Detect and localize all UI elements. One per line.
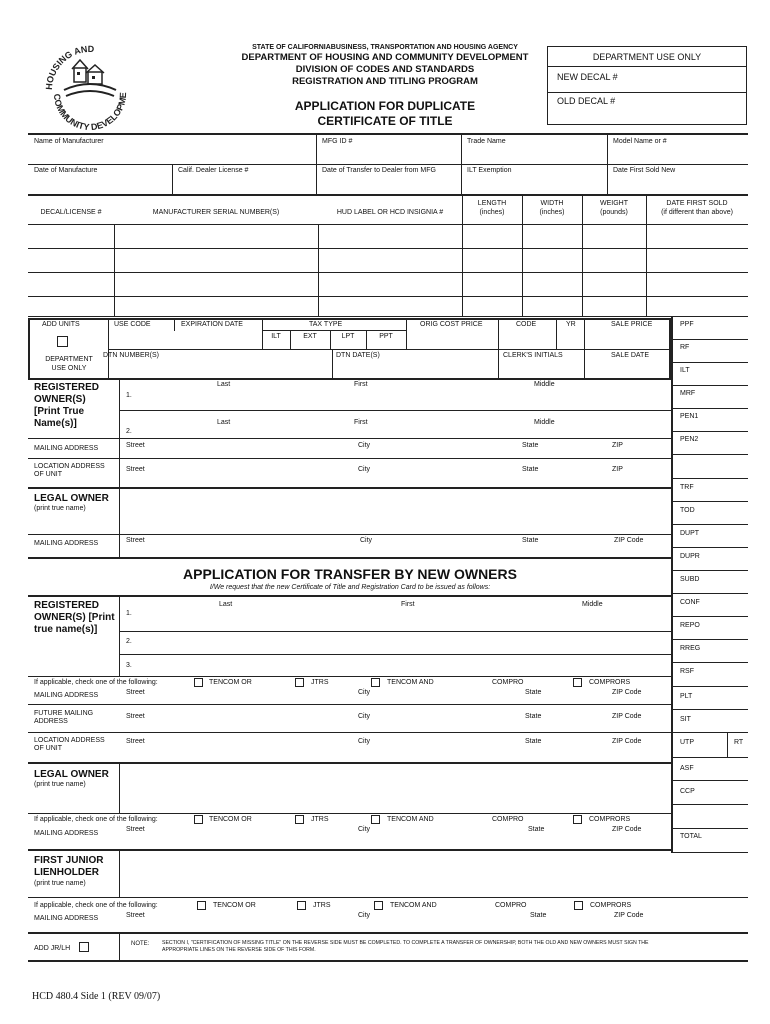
add-units-label: ADD UNITS — [42, 321, 80, 328]
col-hud: HUD LABEL OR HCD INSIGNIA # — [336, 209, 444, 216]
nro-mailing-label: MAILING ADDRESS — [34, 692, 99, 699]
nlo-zip[interactable]: ZIP Code — [612, 826, 642, 833]
fee-divider — [672, 616, 748, 617]
dealer-license-field[interactable]: Calif. Dealer License # — [178, 167, 249, 174]
tencom-or-2: TENCOM OR — [209, 816, 252, 823]
junior-lienholder-input[interactable] — [120, 850, 747, 897]
fee-divider — [672, 662, 748, 663]
fee-ppf[interactable]: PPF — [680, 321, 694, 328]
form-title-line1: APPLICATION FOR DUPLICATE — [294, 99, 476, 113]
comprors-2: COMPRORS — [589, 816, 631, 823]
ro-middle: Middle — [534, 381, 555, 388]
transfer-title: APPLICATION FOR TRANSFER BY NEW OWNERS — [183, 566, 517, 582]
dtn-dates-label: DTN DATE(S) — [336, 352, 380, 359]
svg-text:HOUSING AND: HOUSING AND — [43, 43, 95, 91]
tencom-and-1: TENCOM AND — [387, 679, 434, 686]
fee-divider — [672, 828, 748, 829]
fee-pen1[interactable]: PEN1 — [680, 413, 699, 420]
compro-3: COMPRO — [495, 902, 527, 909]
ro-middle-2: Middle — [534, 419, 555, 426]
fee-tod[interactable]: TOD — [680, 507, 695, 514]
fee-divider — [672, 732, 748, 733]
ro-location-state[interactable]: State — [522, 466, 539, 473]
nro-number-3: 3. — [126, 662, 132, 669]
fee-divider — [672, 686, 748, 687]
comprors-checkbox-2[interactable] — [573, 815, 582, 824]
comprors-1: COMPRORS — [589, 679, 631, 686]
future-mailing-label: FUTURE MAILING ADDRESS — [34, 710, 94, 725]
transfer-date-field[interactable]: Date of Transfer to Dealer from MFG — [322, 167, 436, 174]
nlo-mailing-label: MAILING ADDRESS — [34, 830, 99, 837]
future-zip[interactable]: ZIP Code — [612, 713, 642, 720]
utp-rt-divider — [727, 732, 728, 757]
ro-first-2: First — [354, 419, 368, 426]
fee-sit[interactable]: SIT — [680, 716, 691, 723]
tencom-and-checkbox-2[interactable] — [371, 815, 380, 824]
comprors-3: COMPRORS — [590, 902, 632, 909]
fee-divider — [672, 709, 748, 710]
col-length-unit: (inches) — [479, 209, 505, 216]
nro-mailing-zip[interactable]: ZIP Code — [612, 689, 642, 696]
fee-pen2[interactable]: PEN2 — [680, 436, 699, 443]
tencom-and-checkbox-1[interactable] — [371, 678, 380, 687]
ro-first: First — [354, 381, 368, 388]
tencom-or-checkbox-2[interactable] — [194, 815, 203, 824]
col-width: WIDTH — [540, 200, 564, 207]
ro-mailing-state[interactable]: State — [522, 442, 539, 449]
col-date-first-sold: DATE FIRST SOLD — [666, 200, 728, 207]
nlo-state[interactable]: State — [528, 826, 545, 833]
trade-name-field[interactable]: Trade Name — [467, 138, 506, 145]
fee-divider — [672, 362, 748, 363]
registered-owner-label: REGISTERED OWNER(S) [Print True Name(s)] — [34, 382, 100, 429]
model-field[interactable]: Model Name or # — [613, 138, 667, 145]
nro-number-2: 2. — [126, 638, 132, 645]
fee-plt[interactable]: PLT — [680, 693, 693, 700]
dept-line: DEPARTMENT OF HOUSING AND COMMUNITY DEVELOPMENT — [241, 52, 529, 63]
note-label: NOTE: — [131, 941, 150, 947]
lo-mailing-label: MAILING ADDRESS — [34, 540, 99, 547]
comprors-checkbox-1[interactable] — [573, 678, 582, 687]
ro-location-label: LOCATION ADDRESS OF UNIT — [34, 463, 105, 478]
new-location-city[interactable]: City — [358, 738, 371, 745]
ro-mailing-zip[interactable]: ZIP — [612, 442, 623, 449]
dept-use-title: DEPARTMENT USE ONLY — [592, 52, 702, 62]
ro-location-city[interactable]: City — [358, 466, 371, 473]
sale-date-label: SALE DATE — [611, 352, 649, 359]
new-legal-owner-sub: (print true name) — [34, 781, 86, 788]
fee-divider — [672, 454, 748, 455]
ro-location-zip[interactable]: ZIP — [612, 466, 623, 473]
lo-city[interactable]: City — [360, 537, 373, 544]
new-legal-owner-label: LEGAL OWNER — [34, 769, 109, 780]
applicable-label-1: If applicable, check one of the following: — [34, 679, 158, 686]
fee-asf[interactable]: ASF — [680, 765, 694, 772]
legal-owner-input[interactable] — [119, 488, 671, 534]
transfer-subtitle: I/We request that the new Certificate of Title and Registration Card to be issued as follows: — [209, 584, 491, 591]
new-location-state[interactable]: State — [525, 738, 542, 745]
fee-rreg[interactable]: RREG — [680, 645, 701, 652]
tencom-and-3: TENCOM AND — [390, 902, 437, 909]
tencom-or-3: TENCOM OR — [213, 902, 256, 909]
tax-ilt[interactable]: ILT — [271, 333, 281, 340]
lo-state[interactable]: State — [522, 537, 539, 544]
lo-zip[interactable]: ZIP Code — [614, 537, 644, 544]
tencom-or-1: TENCOM OR — [209, 679, 252, 686]
fee-subd[interactable]: SUBD — [680, 576, 700, 583]
fee-utp[interactable]: UTP — [680, 739, 694, 746]
use-code-label: USE CODE — [114, 321, 151, 328]
fee-trf[interactable]: TRF — [680, 484, 694, 491]
jtrs-3: JTRS — [313, 902, 331, 909]
clerk-initials-label: CLERK'S INITIALS — [503, 352, 563, 359]
dept-use-label-2: USE ONLY — [51, 365, 87, 372]
note-text: SECTION I, "CERTIFICATION OF MISSING TITLE" ON THE REVERSE SIDE MUST BE COMPLETED. TO COMPLETE A TRANSFER OF OWNERSHIP, BOTH THE OLD AND NEW OWNERS MUST SIGN THE APPROPRIATE LINES ON THE REVERSE SIDE OF THIS FORM. — [162, 940, 649, 953]
orig-cost-label: ORIG COST PRICE — [420, 321, 483, 328]
fee-divider — [672, 408, 748, 409]
program-line: REGISTRATION AND TITLING PROGRAM — [292, 76, 478, 87]
add-jr-label: ADD JR/LH — [34, 945, 71, 952]
fee-dupr[interactable]: DUPR — [680, 553, 700, 560]
col-date-first-sold-note: (if different than above) — [661, 209, 733, 216]
fee-rt[interactable]: RT — [734, 739, 744, 746]
fee-divider — [672, 478, 748, 479]
code-label: CODE — [516, 321, 537, 328]
fee-divider — [672, 547, 748, 548]
ro-mailing-street[interactable]: Street — [126, 442, 145, 449]
fee-divider — [672, 570, 748, 571]
fee-divider — [672, 639, 748, 640]
jr-city[interactable]: City — [358, 912, 371, 919]
fee-divider — [672, 501, 748, 502]
jtrs-checkbox-1[interactable] — [295, 678, 304, 687]
svg-text:COMMUNITY DEVELOPMENT: COMMUNITY DEVELOPME — [51, 92, 129, 133]
fee-mrf[interactable]: MRF — [680, 390, 696, 397]
fee-ilt[interactable]: ILT — [680, 367, 690, 374]
dept-use-label-1: DEPARTMENT — [45, 356, 93, 363]
add-units-checkbox[interactable] — [57, 336, 68, 347]
junior-lienholder-sub: (print true name) — [34, 880, 86, 887]
compro-1: COMPRO — [492, 679, 524, 686]
future-city[interactable]: City — [358, 713, 371, 720]
nro-number-1: 1. — [126, 610, 132, 617]
jr-state[interactable]: State — [530, 912, 547, 919]
form-title-line2: CERTIFICATE OF TITLE — [317, 114, 453, 128]
ro-number-1: 1. — [126, 392, 132, 399]
fee-divider — [672, 385, 748, 386]
fee-divider — [672, 757, 748, 758]
nlo-city[interactable]: City — [358, 826, 371, 833]
fee-rf[interactable]: RF — [680, 344, 690, 351]
new-location-zip[interactable]: ZIP Code — [612, 738, 642, 745]
tencom-and-2: TENCOM AND — [387, 816, 434, 823]
future-street[interactable]: Street — [126, 713, 145, 720]
fee-divider — [672, 431, 748, 432]
ro-last: Last — [217, 381, 231, 388]
hcd-seal — [40, 38, 140, 133]
nro-mailing-street[interactable]: Street — [126, 689, 145, 696]
tax-ext[interactable]: EXT — [303, 333, 317, 340]
ilt-exemption-field[interactable]: ILT Exemption — [467, 167, 512, 174]
fee-rsf[interactable]: RSF — [680, 668, 694, 675]
tencom-and-checkbox-3[interactable] — [374, 901, 383, 910]
col-serial: MANUFACTURER SERIAL NUMBER(S) — [152, 209, 280, 216]
agency-line: STATE OF CALIFORNIABUSINESS, TRANSPORTATION AND HOUSING AGENCY — [252, 44, 518, 51]
tax-lpt[interactable]: LPT — [341, 333, 355, 340]
comprors-checkbox-3[interactable] — [574, 901, 583, 910]
ro-number-2: 2. — [126, 428, 132, 435]
applicable-label-3: If applicable, check one of the following: — [34, 902, 158, 909]
fee-divider — [672, 339, 748, 340]
fee-dupt[interactable]: DUPT — [680, 530, 700, 537]
nro-mailing-city[interactable]: City — [358, 689, 371, 696]
division-line: DIVISION OF CODES AND STANDARDS — [295, 64, 475, 75]
yr-label: YR — [566, 321, 576, 328]
tax-ppt[interactable]: PPT — [379, 333, 393, 340]
jtrs-1: JTRS — [311, 679, 329, 686]
legal-owner-sub: (print true name) — [34, 505, 86, 512]
jtrs-checkbox-3[interactable] — [297, 901, 306, 910]
fee-conf[interactable]: CONF — [680, 599, 700, 606]
future-state[interactable]: State — [525, 713, 542, 720]
ro-location-street[interactable]: Street — [126, 466, 145, 473]
form-id: HCD 480.4 Side 1 (REV 09/07) — [32, 991, 161, 1002]
old-decal-field[interactable]: OLD DECAL # — [557, 96, 616, 106]
tencom-or-checkbox-3[interactable] — [197, 901, 206, 910]
jr-street[interactable]: Street — [126, 912, 145, 919]
compro-2: COMPRO — [492, 816, 524, 823]
col-weight-unit: (pounds) — [600, 209, 628, 216]
fee-ccp[interactable]: CCP — [680, 788, 695, 795]
nlo-street[interactable]: Street — [126, 826, 145, 833]
mfg-id-field[interactable]: MFG ID # — [322, 138, 353, 145]
fee-total[interactable]: TOTAL — [680, 833, 702, 840]
nro-first: First — [401, 601, 415, 608]
ro-mailing-label: MAILING ADDRESS — [34, 445, 99, 452]
jr-zip[interactable]: ZIP Code — [614, 912, 644, 919]
legal-owner-label: LEGAL OWNER — [34, 493, 109, 504]
col-width-unit: (inches) — [539, 209, 565, 216]
nro-mailing-state[interactable]: State — [525, 689, 542, 696]
date-manufacture-field[interactable]: Date of Manufacture — [34, 167, 98, 174]
manufacturer-field[interactable]: Name of Manufacturer — [34, 138, 104, 145]
sale-price-label: SALE PRICE — [611, 321, 653, 328]
fee-divider — [672, 593, 748, 594]
ro-last-2: Last — [217, 419, 231, 426]
fee-repo[interactable]: REPO — [680, 622, 700, 629]
date-first-sold-field[interactable]: Date First Sold New — [613, 167, 676, 174]
tax-type-label: TAX TYPE — [309, 321, 343, 328]
new-legal-owner-input[interactable] — [120, 763, 671, 813]
dtn-numbers-label: DTN NUMBER(S) — [103, 352, 159, 359]
col-weight: WEIGHT — [600, 200, 628, 207]
applicable-label-2: If applicable, check one of the following: — [34, 816, 158, 823]
nro-middle: Middle — [582, 601, 603, 608]
new-registered-owner-label: REGISTERED OWNER(S) [Print true name(s)] — [34, 600, 115, 635]
jr-mailing-label: MAILING ADDRESS — [34, 915, 99, 922]
tencom-or-checkbox-1[interactable] — [194, 678, 203, 687]
jtrs-checkbox-2[interactable] — [295, 815, 304, 824]
new-decal-field[interactable]: NEW DECAL # — [557, 72, 618, 82]
new-location-label: LOCATION ADDRESS OF UNIT — [34, 737, 105, 752]
col-length: LENGTH — [477, 200, 507, 207]
col-decal: DECAL/LICENSE # — [40, 209, 102, 216]
fee-divider — [672, 804, 748, 805]
jtrs-2: JTRS — [311, 816, 329, 823]
fee-divider — [672, 780, 748, 781]
lo-street[interactable]: Street — [126, 537, 145, 544]
junior-lienholder-label: FIRST JUNIOR LIENHOLDER — [34, 855, 104, 878]
ro-mailing-city[interactable]: City — [358, 442, 371, 449]
fee-divider — [672, 524, 748, 525]
expiration-label: EXPIRATION DATE — [181, 321, 243, 328]
add-jr-checkbox[interactable] — [79, 942, 89, 952]
nro-last: Last — [219, 601, 233, 608]
new-location-street[interactable]: Street — [126, 738, 145, 745]
